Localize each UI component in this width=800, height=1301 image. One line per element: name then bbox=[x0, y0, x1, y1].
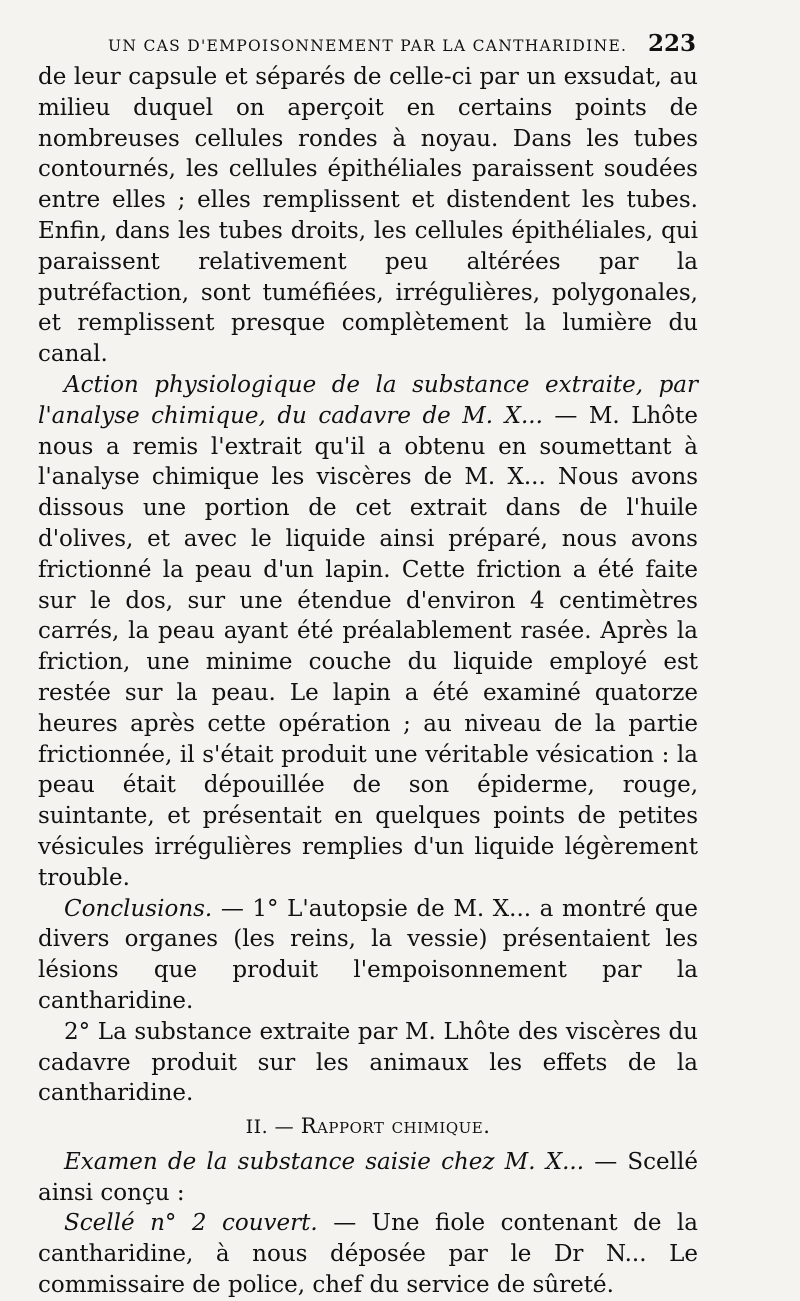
paragraph-examination bbox=[38, 1147, 698, 1209]
book-page bbox=[38, 30, 698, 1301]
running-header bbox=[38, 30, 698, 60]
running-title: UN CAS D'EMPOISONNEMENT PAR LA CANTHARIDINE. bbox=[108, 37, 628, 55]
paragraph-heading: Scellé n° 2 couvert. bbox=[64, 1210, 318, 1237]
paragraph-conclusions bbox=[38, 894, 698, 1017]
paragraph-heading: Action physiologique de la substance extraite, par l'analyse chimique, du cadavre de M. X... bbox=[38, 371, 698, 429]
section-title: Rapport chimique. bbox=[300, 1114, 491, 1139]
paragraph-text: — 1° L'autopsie de M. X... a montré que divers organes (les reins, la vessie) présentaient les lésions que produit l'empoisonnement par la cantharidine. bbox=[38, 895, 698, 1014]
paragraph-conclusion-2: 2° La substance extraite par M. Lhôte des viscères du cadavre produit sur les animaux les effets de la cantharidine. bbox=[38, 1018, 698, 1107]
paragraph-text: — Scellé ainsi conçu : bbox=[38, 1148, 698, 1206]
paragraph-heading: Conclusions. bbox=[64, 895, 213, 922]
paragraph-heading: Examen de la substance saisie chez M. X... bbox=[64, 1148, 585, 1175]
paragraph-text: — M. Lhôte nous a remis l'extrait qu'il a obtenu en soumettant à l'analyse chimique les viscères de M. X... Nous avons dissous une portion de cet extrait dans de l'huile d'olives, et avec le liquide ainsi préparé, nous avons frictionné la peau d'un lapin. Cette friction a été faite sur le dos, sur une étendue d'environ 4 centimètres carrés, la peau ayant été préalablement rasée. Après la friction, une minime couche du liquide employé est restée sur la peau. Le lapin a été examiné quatorze heures après cette opération ; au niveau de la partie frictionnée, il s'était produit une véritable vésication : la peau était dépouillée de son épiderme, rouge, suintante, et présentait en quelques points de petites vésicules irrégulières remplies d'un liquide légèrement trouble. bbox=[38, 402, 698, 891]
paragraph-seal bbox=[38, 1208, 698, 1300]
section-heading bbox=[38, 1111, 698, 1143]
paragraph-text: — Une fiole contenant de la cantharidine, à nous déposée par le Dr N... Le commissaire de police, chef du service de sûreté. bbox=[38, 1210, 698, 1299]
paragraph-physiological-action bbox=[38, 370, 698, 894]
paragraph-continuation: de leur capsule et séparés de celle-ci par un exsudat, au milieu duquel on aperçoit en certains points de nombreuses cellules rondes à noyau. Dans les tubes contournés, les cellules épithéliales paraissent soudées entre elles ; elles remplissent et distendent les tubes. Enfin, dans les tubes droits, les cellules épithéliales, qui paraissent relativement peu altérées par la putréfaction, sont tuméfiées, irrégulières, polygonales, et remplissent presque complètement la lumière du canal. bbox=[38, 64, 698, 368]
section-number: II. — bbox=[245, 1116, 301, 1139]
page-body bbox=[38, 62, 698, 1301]
page-number: 223 bbox=[647, 30, 696, 57]
